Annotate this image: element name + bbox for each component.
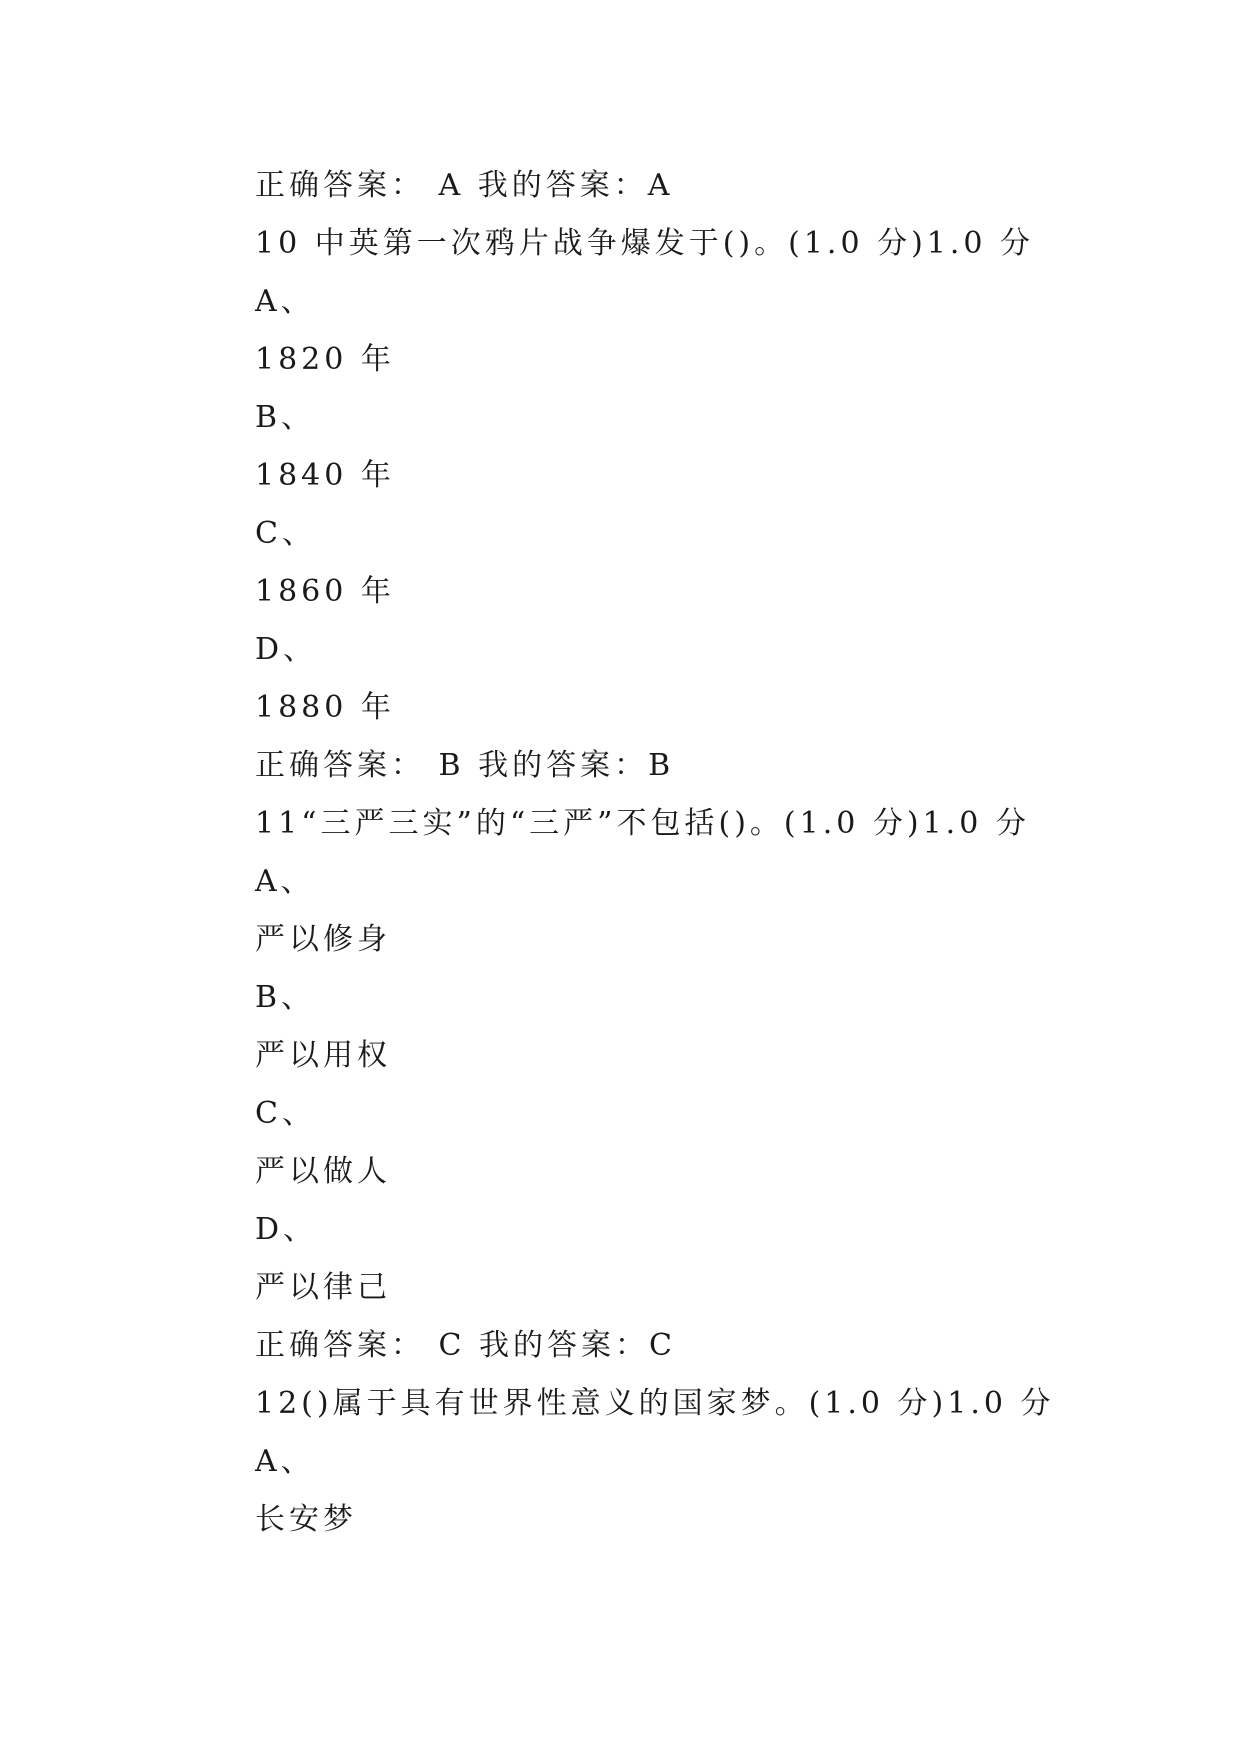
option-label-b: B、: [255, 400, 316, 435]
question-10: 10 中英第一次鸦片战争爆发于()。(1.0 分)1.0 分: [255, 226, 1035, 261]
option-text-d: 1880 年: [255, 690, 395, 725]
option-label-c: C、: [255, 1096, 316, 1131]
option-text-b: 1840 年: [255, 458, 395, 493]
option-text-a: 长安梦: [255, 1502, 357, 1537]
option-text-d: 严以律己: [255, 1270, 391, 1305]
option-label-b: B、: [255, 980, 316, 1015]
option-text-c: 严以做人: [255, 1154, 391, 1189]
option-text-a: 严以修身: [255, 922, 391, 957]
option-text-c: 1860 年: [255, 574, 395, 609]
option-label-c: C、: [255, 516, 316, 551]
option-label-a: A、: [255, 284, 315, 319]
option-text-a: 1820 年: [255, 342, 395, 377]
answer-line-q10: 正确答案： B 我的答案：B: [255, 748, 675, 783]
option-label-d: D、: [255, 1212, 318, 1247]
option-label-a: A、: [255, 1444, 315, 1479]
answer-line-q9: 正确答案： A 我的答案：A: [255, 168, 674, 203]
option-label-a: A、: [255, 864, 315, 899]
question-12: 12()属于具有世界性意义的国家梦。(1.0 分)1.0 分: [255, 1386, 1055, 1421]
option-text-b: 严以用权: [255, 1038, 391, 1073]
option-label-d: D、: [255, 632, 318, 667]
answer-line-q11: 正确答案： C 我的答案：C: [255, 1328, 676, 1363]
document-body: [255, 157, 1155, 1549]
question-11: 11“三严三实”的“三严”不包括()。(1.0 分)1.0 分: [255, 806, 1030, 841]
